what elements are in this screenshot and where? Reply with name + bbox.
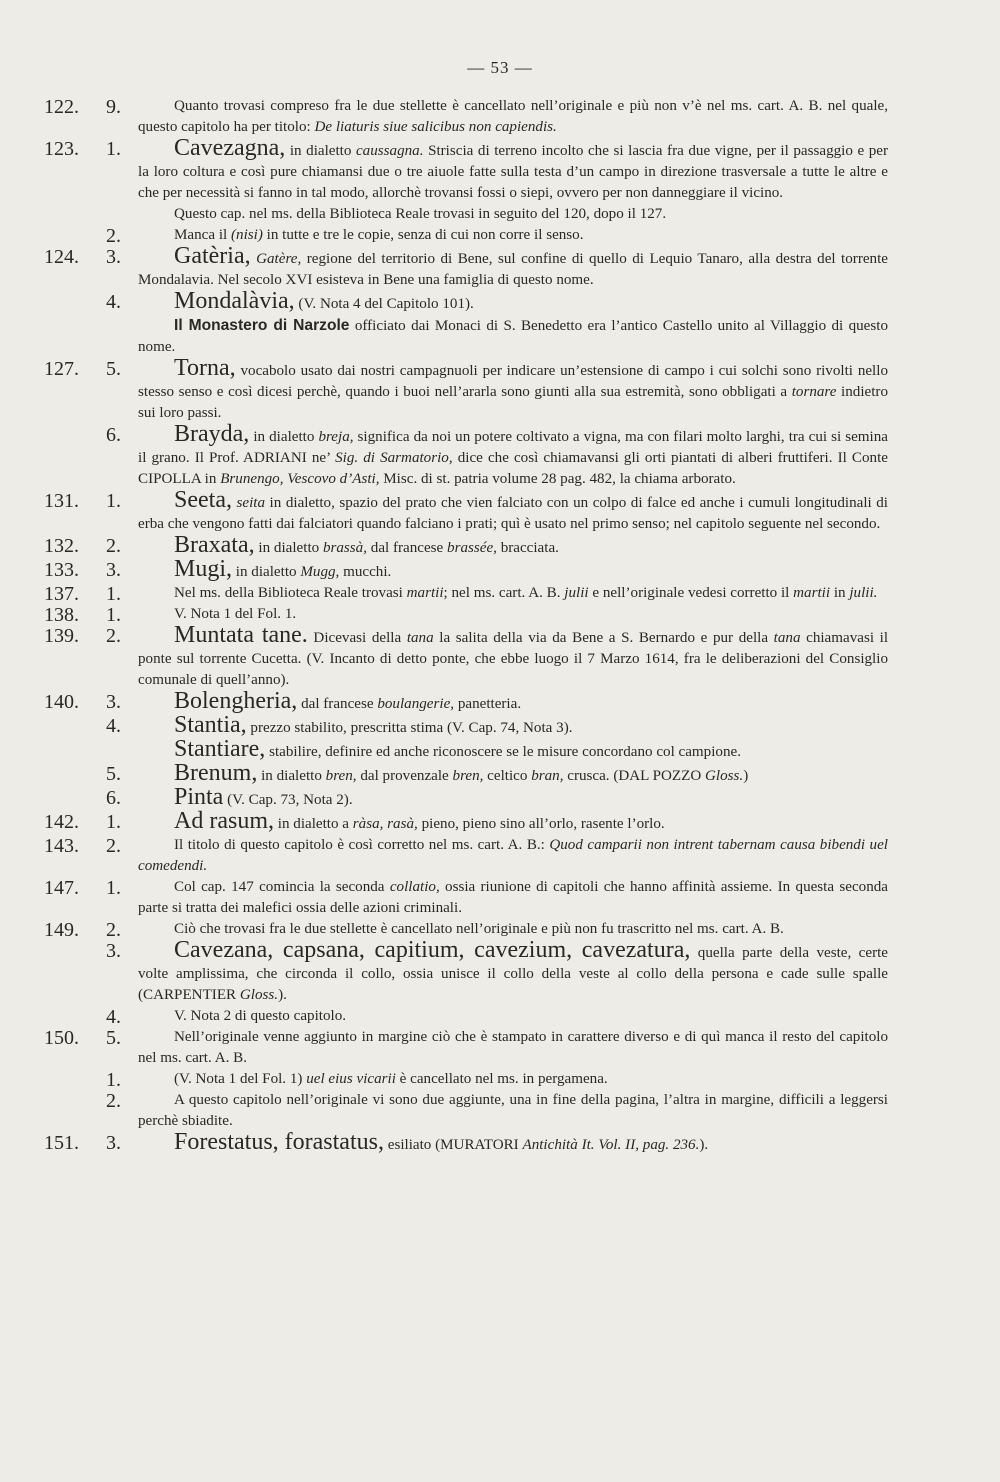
note-number: 4. — [106, 1006, 121, 1028]
note-number: 2. — [106, 919, 121, 941]
note-entry — [0, 1129, 1000, 1156]
note-text — [138, 96, 888, 138]
text-run: ; nel ms. cart. A. B. — [443, 585, 565, 601]
note-text — [138, 487, 888, 535]
text-run: prezzo stabilito, prescritta stima (V. Cap. 74, Nota 3). — [246, 720, 573, 736]
note-number: 6. — [106, 787, 121, 809]
note-entry — [0, 1090, 1000, 1132]
headword: Seeta, — [174, 487, 232, 513]
note-text — [138, 937, 888, 1006]
note-number: 5. — [106, 1027, 121, 1049]
text-run: panetteria. — [454, 696, 522, 712]
headword: Brayda, — [174, 421, 250, 447]
text-run: e nell’originale vedesi corretto il — [588, 585, 794, 601]
italic-term: Brunengo, Vescovo d’Asti, — [220, 471, 380, 487]
chapter-number: 143. — [44, 835, 79, 857]
italic-term: julii — [564, 585, 589, 601]
note-entry — [0, 421, 1000, 490]
note-entry — [0, 937, 1000, 1006]
note-entry — [0, 760, 1000, 787]
note-number: 3. — [106, 940, 121, 962]
note-entry — [0, 835, 1000, 877]
headword: Forestatus, forastatus, — [174, 1129, 384, 1155]
note-number: 2. — [106, 535, 121, 557]
note-number: 3. — [106, 691, 121, 713]
text-run: esiliato (MURATORI — [383, 1137, 523, 1153]
note-text — [138, 315, 888, 358]
text-run: Quanto trovasi compreso fra le due stellette è cancellato nell’originale e più non v’è nel ms. cart. A. B. nel quale, questo capitolo ha per titolo: — [138, 98, 888, 135]
note-text — [138, 622, 889, 691]
italic-term: tornare — [791, 384, 837, 400]
note-entry — [0, 622, 1000, 691]
text-run: in dialetto, spazio del prato che vien falciato con un colpo di falce ed anche i cumuli longitudinali di erba che vengono fatti dai falciatori quando falciano i prati; quì è usato nel primo senso; nel capitolo seguente nel secondo. — [138, 495, 888, 532]
italic-term: (nisi) — [231, 227, 263, 243]
headword: Cavezana, capsana, capitium, cavezium, cavezatura, — [174, 937, 691, 963]
note-text — [138, 204, 888, 225]
note-entry — [0, 355, 1000, 424]
text-run: Nell’originale venne aggiunto in margine ciò che è stampato in carattere diverso e di quì manca il resto del capitolo nel ms. cart. A. B. — [138, 1029, 888, 1066]
chapter-number: 133. — [44, 559, 79, 581]
chapter-number: 127. — [44, 358, 79, 380]
note-entry — [0, 487, 1000, 535]
note-entry — [0, 135, 1000, 204]
headword: Mugi, — [174, 556, 233, 582]
text-run: è cancellato nel ms. in pergamena. — [395, 1071, 608, 1087]
italic-term: brassée, — [447, 540, 497, 556]
note-entry — [0, 288, 1000, 315]
note-number: 2. — [106, 1090, 121, 1112]
note-text — [138, 556, 888, 583]
italic-term: boulangerie, — [377, 696, 455, 712]
note-text — [138, 532, 888, 559]
italic-term: martii — [406, 585, 444, 601]
note-entry — [0, 784, 1000, 811]
headword: Stantiare, — [174, 736, 266, 762]
text-run: la salita della via da Bene a S. Bernardo e pur della — [433, 630, 774, 646]
note-text — [138, 1090, 888, 1132]
note-text — [138, 135, 888, 204]
italic-term: bren, — [325, 768, 357, 784]
note-number: 1. — [106, 1069, 121, 1091]
note-entry — [0, 808, 1000, 835]
text-run: vocabolo usato dai nostri campagnuoli per indicare un’estensione di campo i cui solchi sono rivolti nello stesso senso e così dicesi perchè, quando i buoi nell’ararla sono giunti alla sua estremità, sono obbligati a — [138, 363, 888, 400]
headword: Brenum, — [174, 760, 258, 786]
note-text — [138, 1027, 888, 1069]
note-text — [138, 1129, 888, 1156]
note-text — [138, 760, 888, 787]
chapter-number: 132. — [44, 535, 79, 557]
text-run: quella parte della veste, certe volte amplissima, che circonda il collo, ossia unisce il collo della veste al collo della persona e cade sulle spalle (CARPENTIER — [138, 945, 888, 1003]
chapter-number: 142. — [44, 811, 79, 833]
note-entry — [0, 736, 1000, 763]
text-run: regione del territorio di Bene, sul confine di quello di Lequio Tanaro, alla destra del torrente Mondalavia. Nel secolo XVI esisteva in Bene una famiglia di questo nome. — [138, 251, 888, 288]
italic-term: bren, — [452, 768, 484, 784]
italic-term: Mugg, — [300, 564, 340, 580]
headword: Bolengheria, — [174, 688, 298, 714]
chapter-number: 140. — [44, 691, 79, 713]
note-number: 1. — [106, 811, 121, 833]
headword-bold: Il Monastero di Narzole — [174, 317, 350, 334]
italic-term: Sig. di Sarmatorio, — [335, 450, 453, 466]
text-run: in tutte e tre le copie, senza di cui non corre il senso. — [262, 227, 584, 243]
italic-term: Quod camparii non intrent tabernam causa bibendi uel comedendi. — [138, 837, 888, 874]
page-number: — 53 — — [467, 58, 533, 77]
text-run: dice che così chiamavansi gli orti piantati di alberi fruttiferi. Il Conte CIPOLLA in — [138, 450, 888, 487]
note-number: 2. — [106, 225, 121, 247]
italic-term: seita — [236, 495, 266, 511]
note-number: 2. — [106, 835, 121, 857]
text-run: dal francese — [367, 540, 448, 556]
note-entry — [0, 688, 1000, 715]
italic-term: Antichità It. Vol. II, pag. 236. — [522, 1137, 700, 1153]
note-number: 1. — [106, 138, 121, 160]
text-run: V. Nota 1 del Fol. 1. — [174, 606, 297, 622]
note-number: 6. — [106, 424, 121, 446]
headword: Pinta — [174, 784, 224, 810]
note-entry — [0, 204, 1000, 225]
headword: Torna, — [174, 355, 236, 381]
note-entry — [0, 583, 1000, 604]
chapter-number: 131. — [44, 490, 79, 512]
chapter-number: 122. — [44, 96, 79, 118]
note-entry — [0, 1006, 1000, 1027]
text-run: Striscia di terreno incolto che si lascia fra due vigne, per il passaggio e per la loro coltura e così pure chiamansi due o tre aiuole fatte sulla testa d’un campo in direzione trasversale a tutte le altre e che per necessità si fanno in tal modo, allorchè trovansi fossi o siepi, ovvero per non danneggiare il vicino. — [138, 143, 888, 201]
note-number: 5. — [106, 358, 121, 380]
text-run: ossia riunione di capitoli che hanno affinità assieme. In questa seconda parte si tratta dei malefici ossia delle azioni criminali. — [138, 879, 888, 916]
italic-term: collatio, — [389, 879, 440, 895]
text-run: A questo capitolo nell’originale vi sono due aggiunte, una in fine della pagina, l’altra in margine, difficili a leggersi perchè sbiadite. — [138, 1092, 888, 1129]
note-entry — [0, 532, 1000, 559]
note-entry — [0, 604, 1000, 625]
text-run: officiato dai Monaci di S. Benedetto era l’antico Castello unito al Villaggio di questo nome. — [138, 318, 888, 355]
text-run: in dialetto — [254, 540, 323, 556]
chapter-number: 147. — [44, 877, 79, 899]
italic-term: breja, — [318, 429, 354, 445]
note-entry — [0, 712, 1000, 739]
note-number: 4. — [106, 715, 121, 737]
note-number: 3. — [106, 246, 121, 268]
note-entry — [0, 1027, 1000, 1069]
note-number: 9. — [106, 96, 121, 118]
chapter-number: 139. — [44, 625, 79, 647]
text-run: Questo cap. nel ms. della Biblioteca Reale trovasi in seguito del 120, dopo il 127. — [174, 206, 667, 222]
headword: Mondalàvia, — [174, 288, 295, 314]
note-entry — [0, 556, 1000, 583]
note-number: 2. — [106, 625, 121, 647]
text-run: mucchi. — [339, 564, 392, 580]
text-run: stabilire, definire ed anche riconoscere se le misure concordano col campione. — [265, 744, 741, 760]
text-run: chiamavasi il ponte sul torrente Cucetta. (V. Incanto di detto ponte, che ebbe luogo il 7 Marzo 1614, fra le deliberazioni del Consiglio comunale di quell’anno). — [138, 630, 889, 688]
text-run: ). — [699, 1137, 709, 1153]
italic-term: uel eius vicarii — [306, 1071, 396, 1087]
headword: Ad rasum, — [174, 808, 274, 834]
note-text — [138, 583, 888, 604]
note-number: 5. — [106, 763, 121, 785]
text-run: in dialetto — [232, 564, 301, 580]
italic-term: Gloss. — [705, 768, 744, 784]
note-entry — [0, 315, 1000, 358]
text-run: (V. Cap. 73, Nota 2). — [223, 792, 353, 808]
italic-term: ràsa, rasà, — [352, 816, 418, 832]
text-run: bracciata. — [496, 540, 559, 556]
text-run: in dialetto — [285, 143, 356, 159]
note-text — [138, 808, 888, 835]
italic-term: martii — [793, 585, 831, 601]
note-number: 3. — [106, 559, 121, 581]
note-text — [138, 1006, 888, 1027]
italic-term: tana — [773, 630, 801, 646]
note-text — [138, 1069, 888, 1090]
italic-term: bran, — [531, 768, 564, 784]
text-run: ). — [278, 987, 287, 1003]
italic-term: Gloss. — [239, 987, 279, 1003]
text-run: in — [830, 585, 850, 601]
chapter-number: 150. — [44, 1027, 79, 1049]
text-run: in dialetto — [249, 429, 319, 445]
text-run: in dialetto a — [273, 816, 353, 832]
note-number: 1. — [106, 490, 121, 512]
text-run: dal francese — [297, 696, 378, 712]
headword: Gatèria, — [174, 243, 251, 269]
note-number: 4. — [106, 291, 121, 313]
chapter-number: 123. — [44, 138, 79, 160]
note-text — [138, 835, 888, 877]
text-run: Dicevasi della — [307, 630, 407, 646]
text-run: (V. Nota 1 del Fol. 1) — [174, 1071, 307, 1087]
text-run: Col cap. 147 comincia la seconda — [174, 879, 390, 895]
headword: Stantia, — [174, 712, 247, 738]
chapter-number: 149. — [44, 919, 79, 941]
note-number: 1. — [106, 583, 121, 605]
note-text — [138, 288, 888, 315]
text-run: Ciò che trovasi fra le due stellette è cancellato nell’originale e più non fu trascritto nel ms. cart. A. B. — [174, 921, 784, 937]
headword: Cavezagna, — [174, 135, 286, 161]
note-text — [138, 421, 888, 490]
text-run: dal provenzale — [356, 768, 453, 784]
text-run: in dialetto — [257, 768, 326, 784]
note-entry — [0, 96, 1000, 138]
italic-term: brassà, — [322, 540, 367, 556]
text-run: crusca. (DAL POZZO — [563, 768, 706, 784]
note-entry — [0, 243, 1000, 291]
text-run: V. Nota 2 di questo capitolo. — [174, 1008, 347, 1024]
text-run: Misc. di st. patria volume 28 pag. 482, la chiama arborato. — [379, 471, 736, 487]
note-text — [138, 355, 888, 424]
italic-term: Gatère, — [256, 251, 302, 267]
headword: Muntata tane. — [174, 622, 308, 648]
headword: Braxata, — [174, 532, 255, 558]
text-run: Nel ms. della Biblioteca Reale trovasi — [174, 585, 407, 601]
note-entry — [0, 225, 1000, 246]
note-number: 1. — [106, 604, 121, 626]
chapter-number: 138. — [44, 604, 79, 626]
note-number: 3. — [106, 1132, 121, 1154]
text-run: pieno, pieno sino all’orlo, rasente l’orlo. — [417, 816, 665, 832]
notes-list — [0, 96, 1000, 1156]
note-number: 1. — [106, 877, 121, 899]
chapter-number: 137. — [44, 583, 79, 605]
italic-term: De liaturis siue salicibus non capiendis. — [314, 119, 557, 135]
text-run: celtico — [483, 768, 532, 784]
text-run: significa da noi un potere coltivato a vigna, ma con filari molto larghi, tra cui si semina il grano. Il Prof. ADRIANI ne’ — [138, 429, 888, 466]
note-entry — [0, 877, 1000, 919]
note-entry — [0, 1069, 1000, 1090]
text-run: Il titolo di questo capitolo è così corretto nel ms. cart. A. B.: — [174, 837, 550, 853]
text-run: (V. Nota 4 del Capitolo 101). — [294, 296, 474, 312]
text-run: Manca il — [174, 227, 231, 243]
note-text — [138, 243, 888, 291]
chapter-number: 151. — [44, 1132, 79, 1154]
note-text — [138, 877, 888, 919]
italic-term: tana — [406, 630, 434, 646]
note-text — [138, 688, 888, 715]
text-run: indietro sui loro passi. — [138, 384, 888, 421]
chapter-number: 124. — [44, 246, 79, 268]
text-run: ) — [743, 768, 749, 784]
italic-term: caussagna. — [355, 143, 424, 159]
italic-term: julii. — [849, 585, 878, 601]
